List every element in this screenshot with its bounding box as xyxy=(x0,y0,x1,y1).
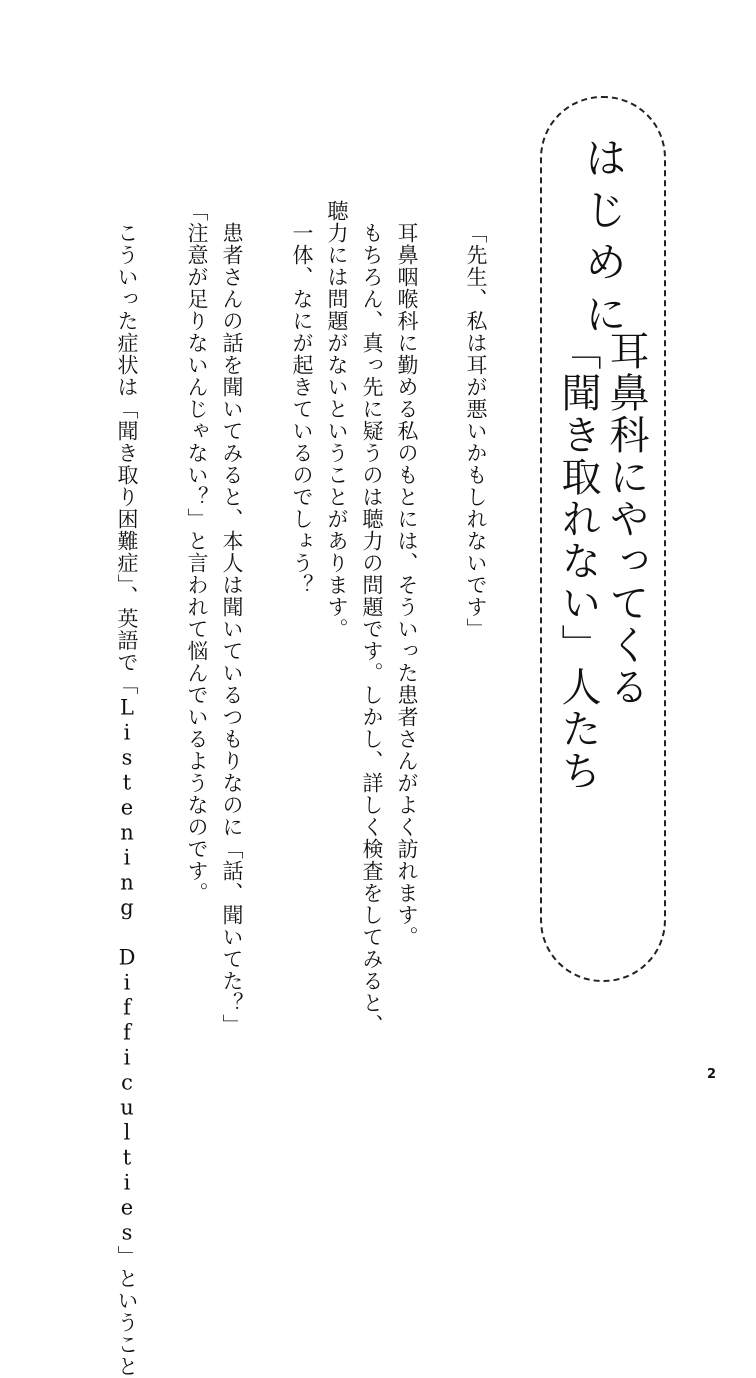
body-line-2: 耳鼻咽喉科に勤める私のもとには、そういった患者さんがよく訪れます。 xyxy=(395,222,419,948)
page-number: 2 xyxy=(706,1067,716,1082)
body-line-5: 一体、なにが起きているのでしょう？ xyxy=(290,222,314,596)
body-line-4: 聴力には問題がないということがあります。 xyxy=(325,200,349,640)
body-line-3: もちろん、真っ先に疑うのは聴力の問題です。しかし、詳しく検査をしてみると、 xyxy=(360,222,384,1036)
body-line-7: 「注意が足りないんじゃない？」と言われて悩んでいるようなのです。 xyxy=(185,200,209,904)
body-line-8: こういった症状は「聞き取り困難症」、英語で「Listening Difficulties」ということ xyxy=(115,222,139,1378)
chapter-heading: はじめに xyxy=(579,136,628,344)
chapter-title-line-2: 「聞き取れない」人たち xyxy=(555,330,601,792)
body-line-1: 「先生、私は耳が悪いかもしれないです」 xyxy=(464,222,488,640)
chapter-title-line-1: 耳鼻科にやってくる xyxy=(603,330,649,708)
body-line-6: 患者さんの話を聞いてみると、本人は聞いているつもりなのに「話、聞いてた？」 xyxy=(220,222,244,1036)
